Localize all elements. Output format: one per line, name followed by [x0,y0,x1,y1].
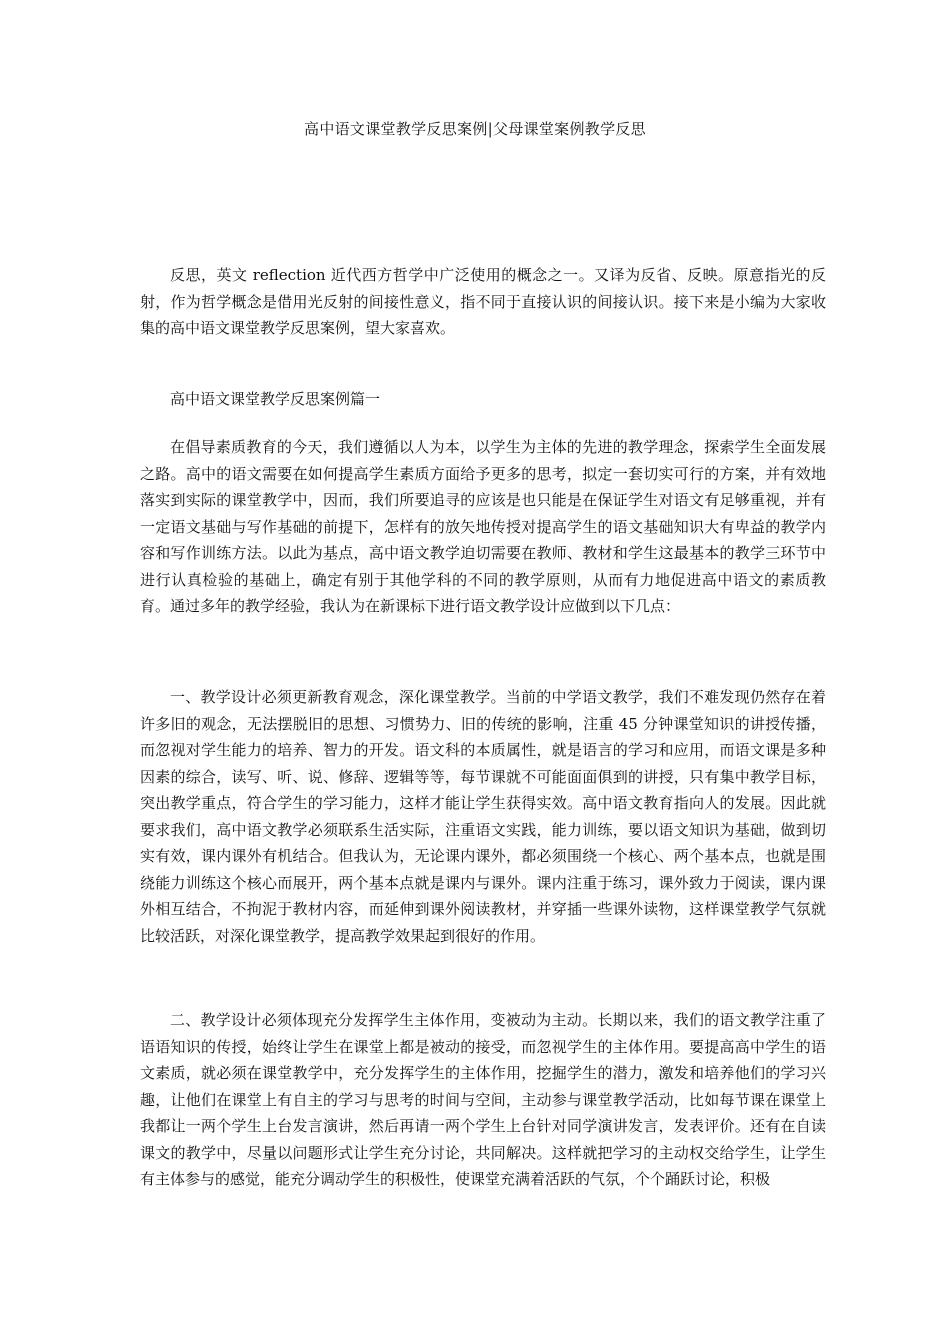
section-heading: 高中语文课堂教学反思案例篇一 [170,390,381,408]
body-paragraph: 在倡导素质教育的今天，我们遵循以人为本，以学生为主体的先进的教学理念，探索学生全面发展之路。高中的语文需要在如何提高学生素质方面给予更多的思考，拟定一套切实可行的方案，并有效地落实到实际的课堂教学中，因而，我们所要追寻的应该是也只能是在保证学生对语文有足够重视，并有一定语文基础与写作基础的前提下，怎样有的放矢地传授对提高学生的语文基础知识大有卑益的教学内容和写作训练方法。以此为基点，高中语文教学迫切需要在教师、教材和学生这最基本的教学三环节中进行认真检验的基础上，确定有别于其他学科的不同的教学原则，从而有力地促进高中语文的素质教育。通过多年的教学经验，我认为在新课标下进行语文教学设计应做到以下几点： [140,438,826,615]
point-one-paragraph: 一、教学设计必须更新教育观念，深化课堂教学。当前的中学语文教学，我们不难发现仍然存在着许多旧的观念，无法摆脱旧的思想、习惯势力、旧的传统的影响，注重 45 分钟课堂知识的讲授传播，而忽视对学生能力的培养、智力的开发。语文科的本质属性，就是语言的学习和应用，而语文课是多种因素的综合，读写、听、说、修辞、逻辑等等，每节课就不可能面面俱到的讲授，只有集中教学目标，突出教学重点，符合学生的学习能力，这样才能让学生获得实效。高中语文教育指向人的发展。因此就要求我们，高中语文教学必须联系生活实际，注重语文实践，能力训练，要以语文知识为基础，做到切实有效，课内课外有机结合。但我认为，无论课内课外，都必须围绕一个核心、两个基本点，也就是围绕能力训练这个核心而展开，两个基本点就是课内与课外。课内注重于练习，课外致力于阅读，课内课外相互结合，不拘泥于教材内容，而延伸到课外阅读教材，并穿插一些课外读物，这样课堂教学气氛就比较活跃，对深化课堂教学，提高教学效果起到很好的作用。 [140,688,826,945]
point-two-paragraph: 二、教学设计必须体现充分发挥学生主体作用，变被动为主动。长期以来，我们的语文教学注重了语语知识的传授，始终让学生在课堂上都是被动的接受，而忽视学生的主体作用。要提高高中学生的语文素质，就必须在课堂教学中，充分发挥学生的主体作用，挖掘学生的潜力，激发和培养他们的学习兴趣，让他们在课堂上有自主的学习与思考的时间与空间，主动参与课堂教学活动，比如每节课在课堂上我都让一两个学生上台发言演讲，然后再请一两个学生上台针对同学演讲发言，发表评价。还有在自读课文的教学中，尽量以问题形式让学生充分讨论，共同解决。这样就把学习的主动权交给学生，让学生有主体参与的感觉，能充分调动学生的积极性，使课堂充满着活跃的气氛，个个踊跃讨论，积极 [140,1011,826,1188]
intro-paragraph: 反思，英文 reflection 近代西方哲学中广泛使用的概念之一。又译为反省、反映。原意指光的反射，作为哲学概念是借用光反射的间接性意义，指不同于直接认识的间接认识。接下来是小编为大家收集的高中语文课堂教学反思案例，望大家喜欢。 [140,266,826,337]
document-title: 高中语文课堂教学反思案例|父母课堂案例教学反思 [304,120,646,138]
